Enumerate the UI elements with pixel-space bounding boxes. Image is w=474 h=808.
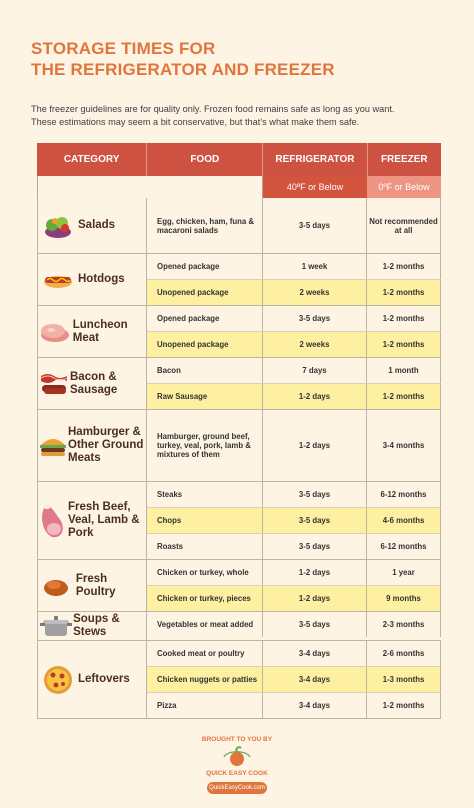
category-cell [37,560,147,611]
category-name: Soups & Stews [73,613,120,638]
category-group [37,254,441,306]
food-cell: Raw Sausage [147,384,263,409]
category-name: Fresh Poultry [75,572,116,598]
luncheon-meat-icon [38,320,73,344]
refrigerator-cell: 1-2 days [263,384,367,409]
refrigerator-cell: 1-2 days [263,560,367,585]
ham-icon [38,501,68,541]
refrigerator-cell: 1 week [263,254,367,279]
roast-chicken-icon [38,574,76,598]
table-row [147,198,441,253]
pot-icon [38,612,73,640]
refrigerator-cell: 3-5 days [263,306,367,331]
table-row [147,279,441,305]
freezer-cell: 1-2 months [367,693,441,718]
food-cell: Chicken nuggets or patties [147,667,263,692]
intro-line-1: The freezer guidelines are for quality only. Frozen food remains safe as long as you want. [31,104,395,114]
freezer-cell: 1-3 months [367,667,441,692]
freezer-cell: 2-6 months [367,641,441,666]
refrigerator-cell: 3-5 days [263,534,367,559]
temperature-subheader [37,176,441,198]
freezer-cell: 1 year [367,560,441,585]
refrigerator-cell: 3-4 days [263,693,367,718]
table-row [147,410,441,481]
food-cell: Roasts [147,534,263,559]
table-row [147,612,441,637]
table-body [37,198,441,719]
freezer-cell: 9 months [367,586,441,611]
table-row [147,533,441,559]
refrigerator-cell: 3-5 days [263,612,367,637]
header-food: FOOD [147,143,263,176]
table-row [147,641,441,666]
food-cell: Chicken or turkey, whole [147,560,263,585]
category-group [37,641,441,719]
food-cell: Vegetables or meat added [147,612,263,637]
table-row [147,358,441,383]
refrigerator-cell: 3-5 days [263,198,367,253]
food-cell: Steaks [147,482,263,507]
salad-icon [38,212,78,240]
hamburger-icon [38,435,68,457]
category-name: Hamburger & Other Ground Meats [68,426,144,464]
freezer-cell: 1-2 months [367,384,441,409]
header-refrigerator: REFRIGERATOR [263,143,367,176]
category-group [37,198,441,254]
category-group [37,306,441,358]
intro-text [31,103,451,128]
category-name: Bacon & Sausage [70,370,118,396]
category-group [37,358,441,410]
food-cell: Hamburger, ground beef, turkey, veal, pork, lamb & mixtures of them [147,410,263,481]
brand-url-link[interactable]: QuickEasyCook.com [207,782,267,794]
category-group [37,612,441,641]
category-cell [37,410,147,481]
table-row [147,692,441,718]
category-cell [37,641,147,718]
table-row [147,254,441,279]
freezer-cell: 6-12 months [367,534,441,559]
refrigerator-cell: 2 weeks [263,280,367,305]
header-freezer: FREEZER [380,154,428,165]
freezer-cell: 6-12 months [367,482,441,507]
category-cell [37,254,147,305]
food-cell: Chops [147,508,263,533]
refrigerator-cell: 1-2 days [263,410,367,481]
storage-table [37,143,441,719]
category-group [37,482,441,560]
pizza-icon [38,664,78,696]
table-header [37,143,441,176]
freezer-cell: 1-2 months [367,280,441,305]
category-cell [37,198,147,253]
food-cell: Cooked meat or poultry [147,641,263,666]
category-name: Leftovers [78,673,130,685]
food-cell: Pizza [147,693,263,718]
intro-line-2: These estimations may seem a bit conservative, but that’s what make them safe. [31,116,360,127]
refrigerator-cell: 2 weeks [263,332,367,357]
refrigerator-cell: 3-4 days [263,667,367,692]
table-row [147,306,441,331]
freezer-cell: 2-3 months [367,612,441,637]
freezer-cell: Not recommended at all [367,198,441,253]
title-line-1: STORAGE TIMES FOR [31,39,216,58]
header-category: CATEGORY [37,143,147,176]
category-name: Fresh Beef, Veal, Lamb & Pork [68,501,140,539]
table-row [147,383,441,409]
food-cell: Egg, chicken, ham, funa & macaroni salads [147,198,263,253]
freezer-cell: 4-6 months [367,508,441,533]
freezer-cell: 1-2 months [367,254,441,279]
page-title [31,38,335,80]
freezer-temp-label: 0ºF or Below [367,176,441,198]
refrigerator-cell: 1-2 days [263,586,367,611]
bacon-sausage-icon [38,371,70,397]
category-cell [37,358,147,409]
category-group [37,410,441,482]
table-row [147,585,441,611]
category-name: Luncheon Meat [72,318,128,344]
table-row [147,482,441,507]
table-row [147,507,441,533]
freezer-cell: 1-2 months [367,306,441,331]
category-cell [37,306,147,357]
table-row [147,560,441,585]
hotdog-icon [38,270,78,290]
food-cell: Unopened package [147,332,263,357]
brought-to-you-by: BROUGHT TO YOU BY [201,736,273,743]
category-cell [37,612,147,640]
brand-name: QUICK EASY COOK [206,770,268,777]
freezer-cell: 1-2 months [367,332,441,357]
refrigerator-cell: 7 days [263,358,367,383]
food-cell: Unopened package [147,280,263,305]
title-line-2: THE REFRIGERATOR AND FREEZER [31,60,335,79]
food-cell: Opened package [147,306,263,331]
freezer-cell: 1 month [367,358,441,383]
table-row [147,666,441,692]
category-name: Salads [78,219,116,231]
category-cell [37,482,147,559]
category-name: Hotdogs [78,273,125,285]
category-group [37,560,441,612]
refrigerator-temp-label: 40ºF or Below [263,176,367,198]
food-cell: Chicken or turkey, pieces [147,586,263,611]
refrigerator-cell: 3-4 days [263,641,367,666]
freezer-cell: 3-4 months [367,410,441,481]
refrigerator-cell: 3-5 days [263,508,367,533]
table-row [147,331,441,357]
food-cell: Opened package [147,254,263,279]
food-cell: Bacon [147,358,263,383]
refrigerator-cell: 3-5 days [263,482,367,507]
